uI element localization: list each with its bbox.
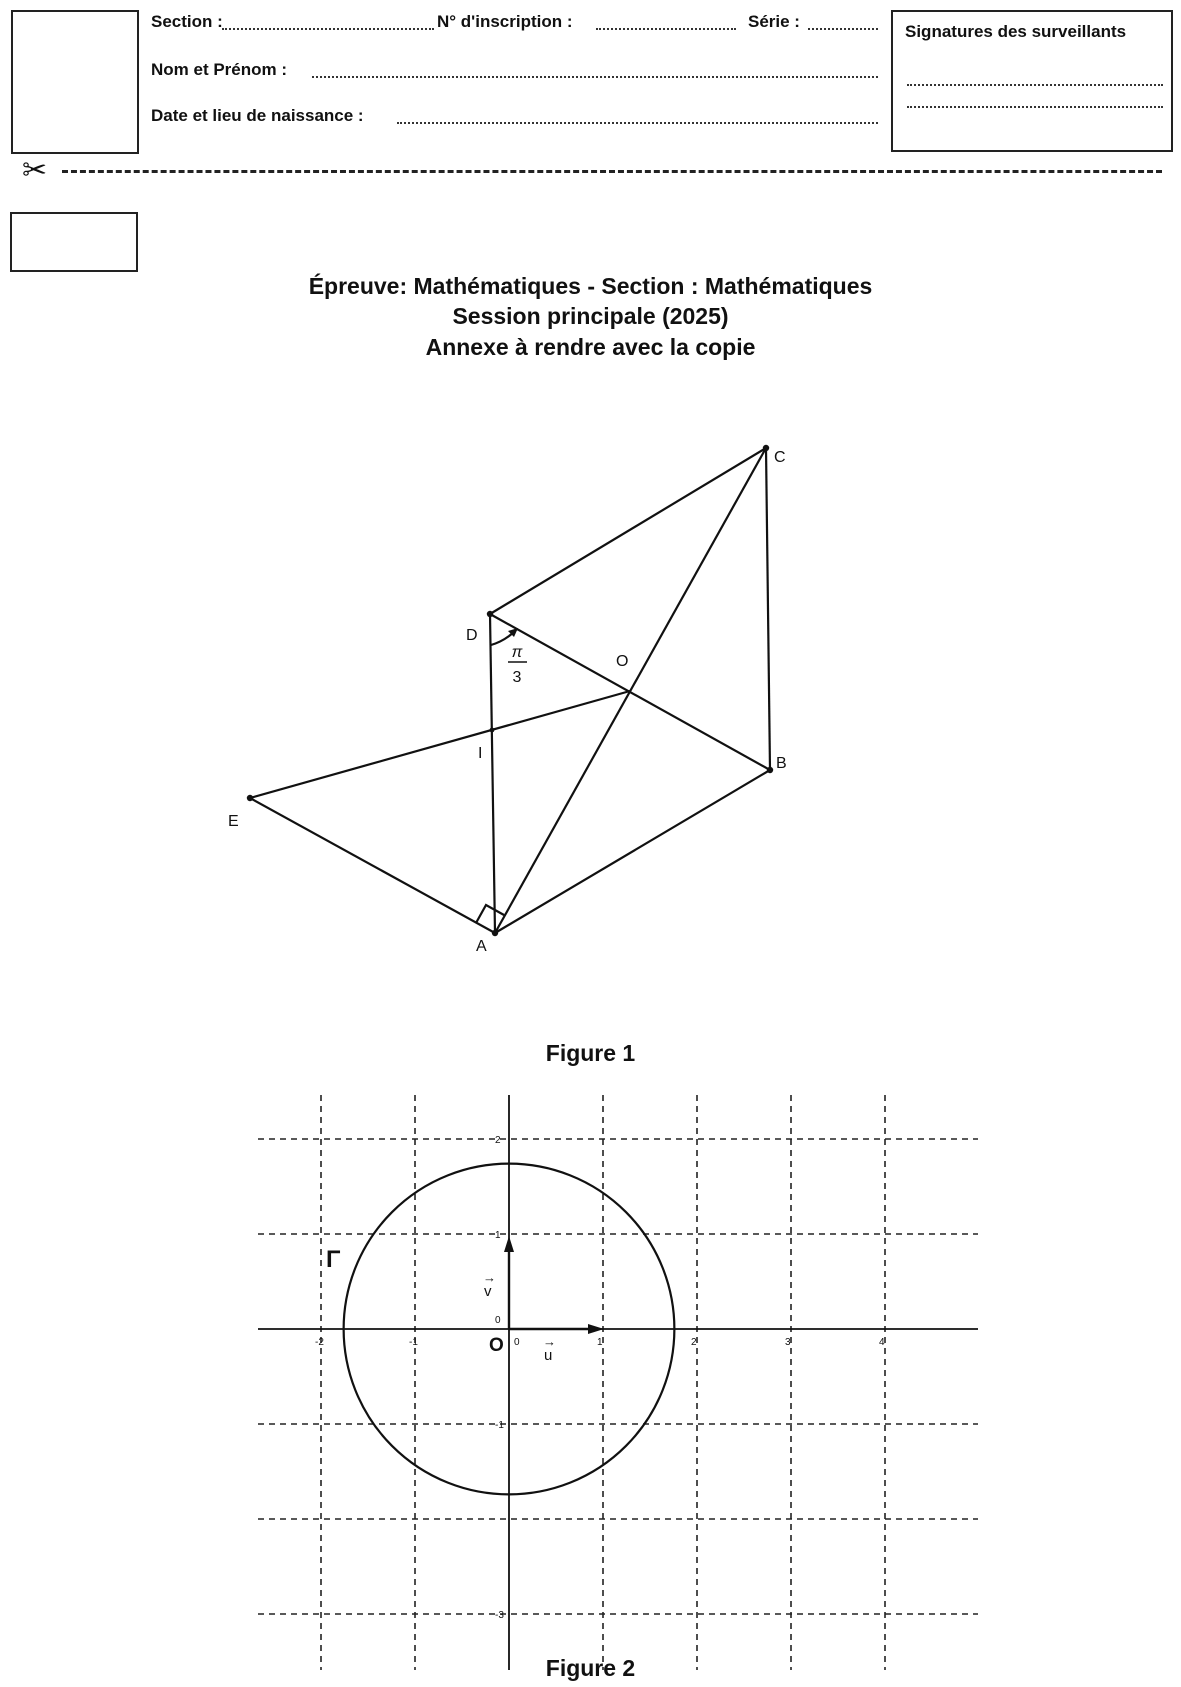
x-tick-label: 3 [785, 1337, 791, 1348]
arrow-u-icon [588, 1324, 604, 1334]
label-a: A [476, 938, 487, 955]
figure-1-caption: Figure 1 [545, 1040, 636, 1066]
x-tick-label: 2 [691, 1337, 697, 1348]
session-title: Session principale (2025) [452, 303, 729, 329]
label-c: C [774, 449, 786, 466]
name-label: Nom et Prénom : [151, 60, 288, 79]
y-tick-label: 0 [495, 1315, 501, 1326]
label-o: O [616, 653, 629, 670]
angle-numerator: π [511, 644, 523, 661]
v-arrow-icon: → [483, 1270, 496, 1285]
label-i: I [478, 745, 483, 762]
signatures-label: Signatures des surveillants [905, 22, 1127, 41]
y-tick-label: -3 [495, 1610, 504, 1621]
label-d: D [466, 627, 478, 644]
exam-title: Épreuve: Mathématiques - Section : Mathématiques [308, 273, 873, 299]
inscription-label: N° d'inscription : [437, 12, 573, 31]
v-label: v [484, 1283, 492, 1300]
birth-label: Date et lieu de naissance : [151, 106, 364, 125]
y-tick-label: -1 [495, 1420, 504, 1431]
x-tick-label: 1 [597, 1337, 603, 1348]
annex-title: Annexe à rendre avec la copie [425, 334, 756, 360]
section-label: Section : [151, 12, 223, 31]
y-tick-label: 2 [495, 1135, 501, 1146]
x-tick-label: 4 [879, 1337, 885, 1348]
label-e: E [228, 813, 239, 830]
arrow-v-icon [504, 1236, 514, 1252]
x-tick-label: 0 [514, 1337, 520, 1348]
x-tick-label: -1 [409, 1337, 418, 1348]
angle-denominator: 3 [512, 669, 522, 686]
y-tick-label: 1 [495, 1230, 501, 1241]
origin-label: O [489, 1335, 504, 1356]
label-b: B [776, 755, 787, 772]
u-arrow-icon: → [543, 1334, 556, 1349]
grid [258, 1095, 978, 1670]
figure-2-caption: Figure 2 [545, 1655, 636, 1681]
scissors-icon: ✂ [22, 154, 48, 187]
serie-label: Série : [748, 12, 800, 31]
gamma-label: Γ [326, 1246, 341, 1273]
u-label: u [544, 1347, 553, 1364]
x-tick-label: -2 [315, 1337, 324, 1348]
